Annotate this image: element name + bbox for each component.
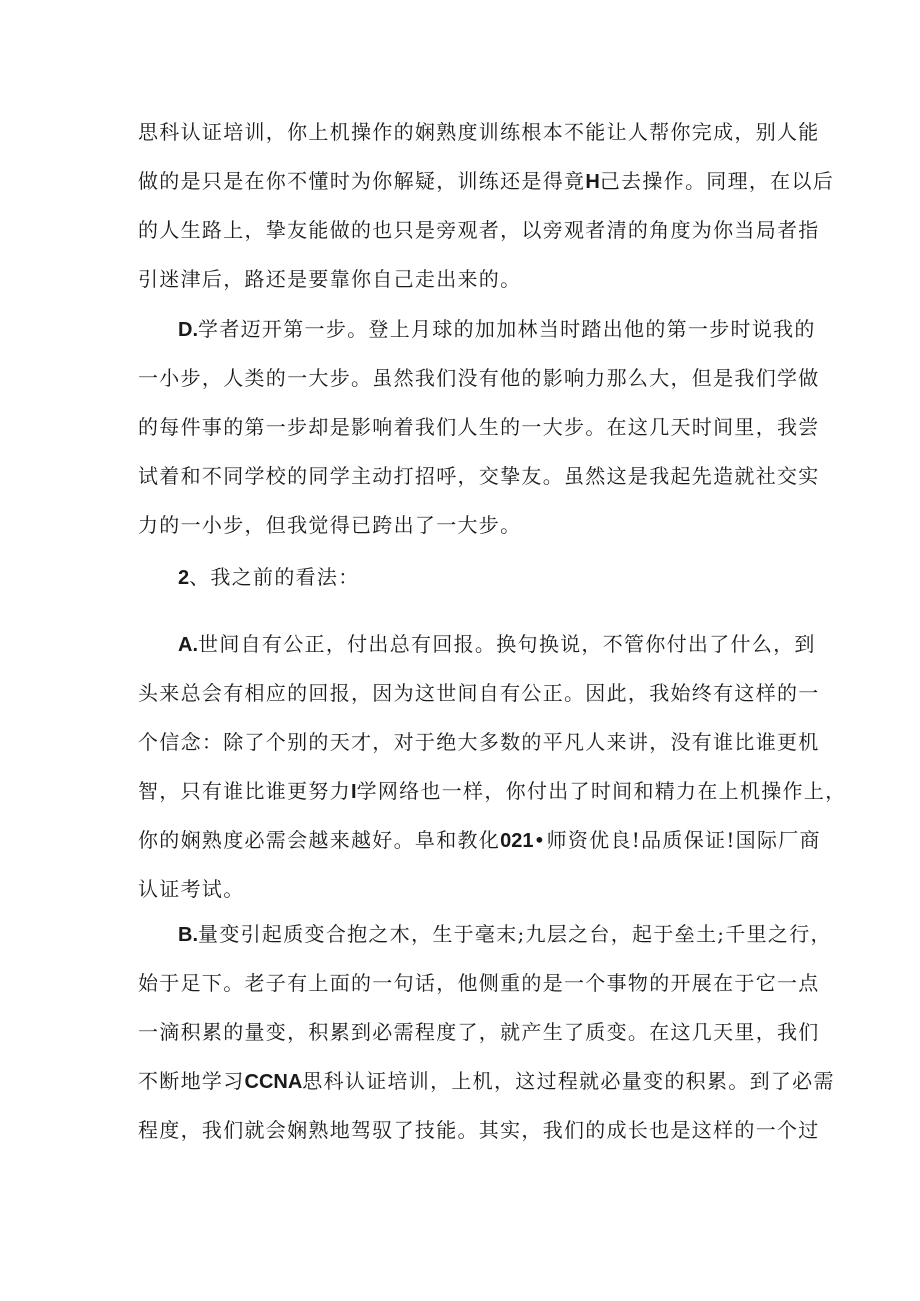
latin-token: 2 <box>178 567 190 589</box>
text-line: 一小步，人类的一大步。虽然我们没有他的影响力那么大，但是我们学做 <box>138 366 820 390</box>
text-line: 试着和不同学校的同学主动打招呼，交挚友。虽然这是我起先造就社交实 <box>138 464 820 488</box>
item-marker: B. <box>178 924 199 946</box>
text-line: 程度，我们就会娴熟地驾驭了技能。其实，我们的成长也是这样的一个过 <box>138 1118 820 1142</box>
text-line: 个信念：除了个别的天才，对于绝大多数的平凡人来讲，没有谁比谁更机 <box>138 730 820 754</box>
text-line: 不断地学习CCNA思科认证培训，上机，这过程就必量变的积累。到了必需 <box>138 1069 835 1093</box>
paragraph-first-line <box>178 315 816 344</box>
text-line: 智，只有谁比谁更努力I学网络也一样，你付出了时间和精力在上机操作上， <box>138 779 847 803</box>
text-line: 的每件事的第一步却是影响着我们人生的一大步。在这几天时间里，我尝 <box>138 415 820 439</box>
latin-token: H <box>585 171 600 193</box>
text-line: 头来总会有相应的回报，因为这世间自有公正。因此，我始终有这样的一 <box>138 681 820 705</box>
latin-token: 021 <box>500 830 534 852</box>
text-line: 做的是只是在你不懂时为你解疑，训练还是得竟H己去操作。同理，在以后 <box>138 169 835 193</box>
paragraph-first-line <box>178 920 832 949</box>
text-line: 学者迈开第一步。登上月球的加加林当时踏出他的第一步时说我的 <box>198 317 816 341</box>
heading-number <box>178 567 189 589</box>
heading-text: 、我之前的看法： <box>189 565 360 589</box>
text-line: 认证考试。 <box>138 877 245 901</box>
paragraph-first-line <box>178 630 816 659</box>
text-line: 一滴积累的量变，积累到必需程度了，就产生了质变。在这几天里，我们 <box>138 1020 820 1044</box>
latin-token: B <box>178 924 193 946</box>
text-line: 引迷津后，路还是要靠你自己走出来的。 <box>138 267 522 291</box>
text-line: 始于足下。老子有上面的一句话，他侧重的是一个事物的开展在于它一点 <box>138 971 820 995</box>
text-line: 的人生路上，挚友能做的也只是旁观者，以旁观者清的角度为你当局者指 <box>138 218 820 242</box>
text-line: 世间自有公正，付出总有回报。换句换说，不管你付出了什么，到 <box>198 632 816 656</box>
text-line: 你的娴熟度必需会越来越好。阜和教化021•师资优良!品质保证!国际厂商 <box>138 828 821 852</box>
latin-token: CCNA <box>244 1071 303 1093</box>
latin-token: A <box>178 634 193 656</box>
latin-token: D <box>178 319 193 341</box>
text-line: 力的一小步，但我觉得已跨出了一大步。 <box>138 513 522 537</box>
text-line: 思科认证培训，你上机操作的娴熟度训练根本不能让人帮你完成，别人能 <box>138 120 820 144</box>
section-heading <box>178 563 360 592</box>
latin-token: I <box>351 781 357 803</box>
item-marker: D. <box>178 319 199 341</box>
item-marker: A. <box>178 634 199 656</box>
text-line: 量变引起质变合抱之木，生于毫末;九层之台，起于垒土;千里之行， <box>198 922 832 946</box>
